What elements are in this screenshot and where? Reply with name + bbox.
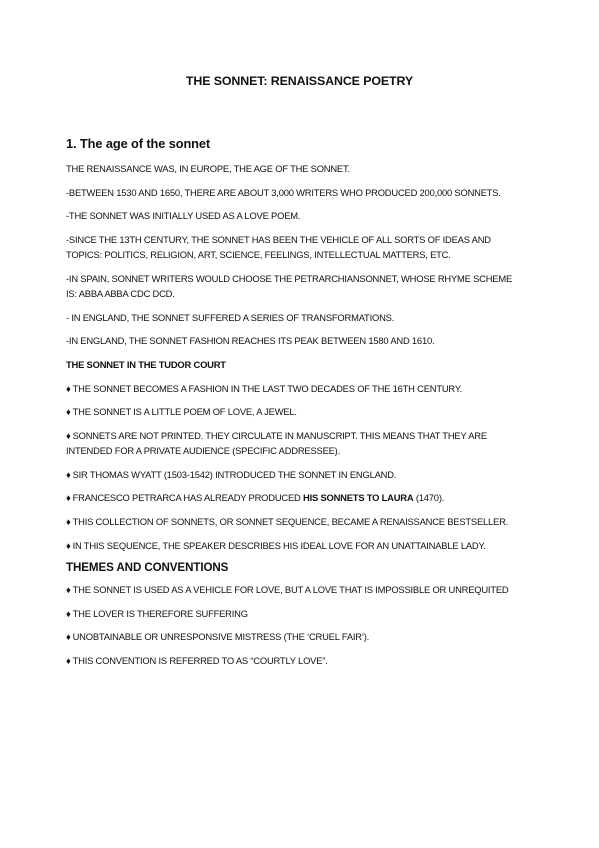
page-title: THE SONNET: RENAISSANCE POETRY xyxy=(185,74,414,88)
bullet-text: FRANCESCO PETRARCA HAS ALREADY PRODUCED xyxy=(72,492,304,504)
paragraph: - IN ENGLAND, THE SONNET SUFFERED A SERIES OF TRANSFORMATIONS. xyxy=(66,311,395,323)
diamond-bullet-icon: ♦ xyxy=(66,631,71,643)
bullet-item xyxy=(66,381,513,396)
diamond-bullet-icon: ♦ xyxy=(66,654,71,666)
bullet-text: THE LOVER IS THEREFORE SUFFERING xyxy=(72,607,248,619)
bullet-item xyxy=(66,428,513,459)
bullet-text: THIS COLLECTION OF SONNETS, OR SONNET SEQUENCE, BECAME A RENAISSANCE BESTSELLER. xyxy=(72,515,509,527)
diamond-bullet-icon: ♦ xyxy=(66,382,71,394)
diamond-bullet-icon: ♦ xyxy=(66,492,71,504)
bullet-text: THE SONNET IS USED AS A VEHICLE FOR LOVE, BUT A LOVE THAT IS IMPOSSIBLE OR UNREQUITED xyxy=(72,584,509,596)
diamond-bullet-icon: ♦ xyxy=(66,515,71,527)
bullet-item xyxy=(66,629,513,644)
bold-title-sonnets-to-laura: HIS SONNETS TO LAURA xyxy=(303,492,414,504)
subheading-themes-and-conventions: THEMES AND CONVENTIONS xyxy=(66,561,229,575)
paragraph: -BETWEEN 1530 AND 1650, THERE ARE ABOUT 3,000 WRITERS WHO PRODUCED 200,000 SONNETS. xyxy=(66,186,501,198)
diamond-bullet-icon: ♦ xyxy=(66,429,71,441)
bullet-text: SONNETS ARE NOT PRINTED. THEY CIRCULATE IN MANUSCRIPT. THIS MEANS THAT THEY ARE INTENDED FOR A PRIVATE AUDIENCE (SPECIFIC ADDRESSEE). xyxy=(66,429,487,457)
paragraph: -SINCE THE 13TH CENTURY, THE SONNET HAS BEEN THE VEHICLE OF ALL SORTS OF IDEAS AND TOPICS: POLITICS, RELIGION, ART, SCIENCE, FEELINGS, INTELLECTUAL MATTERS, ETC. xyxy=(66,233,491,261)
bullet-text: UNOBTAINABLE OR UNRESPONSIVE MISTRESS (THE ‘CRUEL FAIR’). xyxy=(72,631,370,643)
bullet-item xyxy=(66,606,513,621)
section-heading-age-of-sonnet: 1. The age of the sonnet xyxy=(66,136,211,151)
bullet-item xyxy=(66,467,513,482)
bullet-item xyxy=(66,514,513,529)
diamond-bullet-icon: ♦ xyxy=(66,468,71,480)
paragraph: -IN SPAIN, SONNET WRITERS WOULD CHOOSE THE PETRARCHIANSONNET, WHOSE RHYME SCHEME IS: ABBA ABBA CDC DCD. xyxy=(66,272,513,300)
bullet-text: SIR THOMAS WYATT (1503-1542) INTRODUCED THE SONNET IN ENGLAND. xyxy=(72,468,397,480)
bullet-text: THIS CONVENTION IS REFERRED TO AS “COURTLY LOVE”. xyxy=(72,654,328,666)
paragraph: -IN ENGLAND, THE SONNET FASHION REACHES ITS PEAK BETWEEN 1580 AND 1610. xyxy=(66,335,435,347)
paragraph: THE RENAISSANCE WAS, IN EUROPE, THE AGE OF THE SONNET. xyxy=(66,163,350,174)
diamond-bullet-icon: ♦ xyxy=(66,539,71,551)
diamond-bullet-icon: ♦ xyxy=(66,406,71,418)
bullet-item xyxy=(66,404,513,419)
paragraph: -THE SONNET WAS INITIALLY USED AS A LOVE POEM. xyxy=(66,210,301,222)
bullet-item xyxy=(66,490,513,505)
diamond-bullet-icon: ♦ xyxy=(66,584,71,596)
bullet-item xyxy=(66,653,513,668)
bullet-text: THE SONNET IS A LITTLE POEM OF LOVE, A JEWEL. xyxy=(72,406,297,418)
bullet-item xyxy=(66,582,513,597)
bullet-text: (1470). xyxy=(413,492,445,504)
subheading-tudor-court: THE SONNET IN THE TUDOR COURT xyxy=(66,358,226,370)
bullet-text: IN THIS SEQUENCE, THE SPEAKER DESCRIBES HIS IDEAL LOVE FOR AN UNATTAINABLE LADY. xyxy=(72,539,486,551)
bullet-text: THE SONNET BECOMES A FASHION IN THE LAST TWO DECADES OF THE 16TH CENTURY. xyxy=(72,382,463,394)
bullet-item xyxy=(66,538,513,553)
diamond-bullet-icon: ♦ xyxy=(66,607,71,619)
